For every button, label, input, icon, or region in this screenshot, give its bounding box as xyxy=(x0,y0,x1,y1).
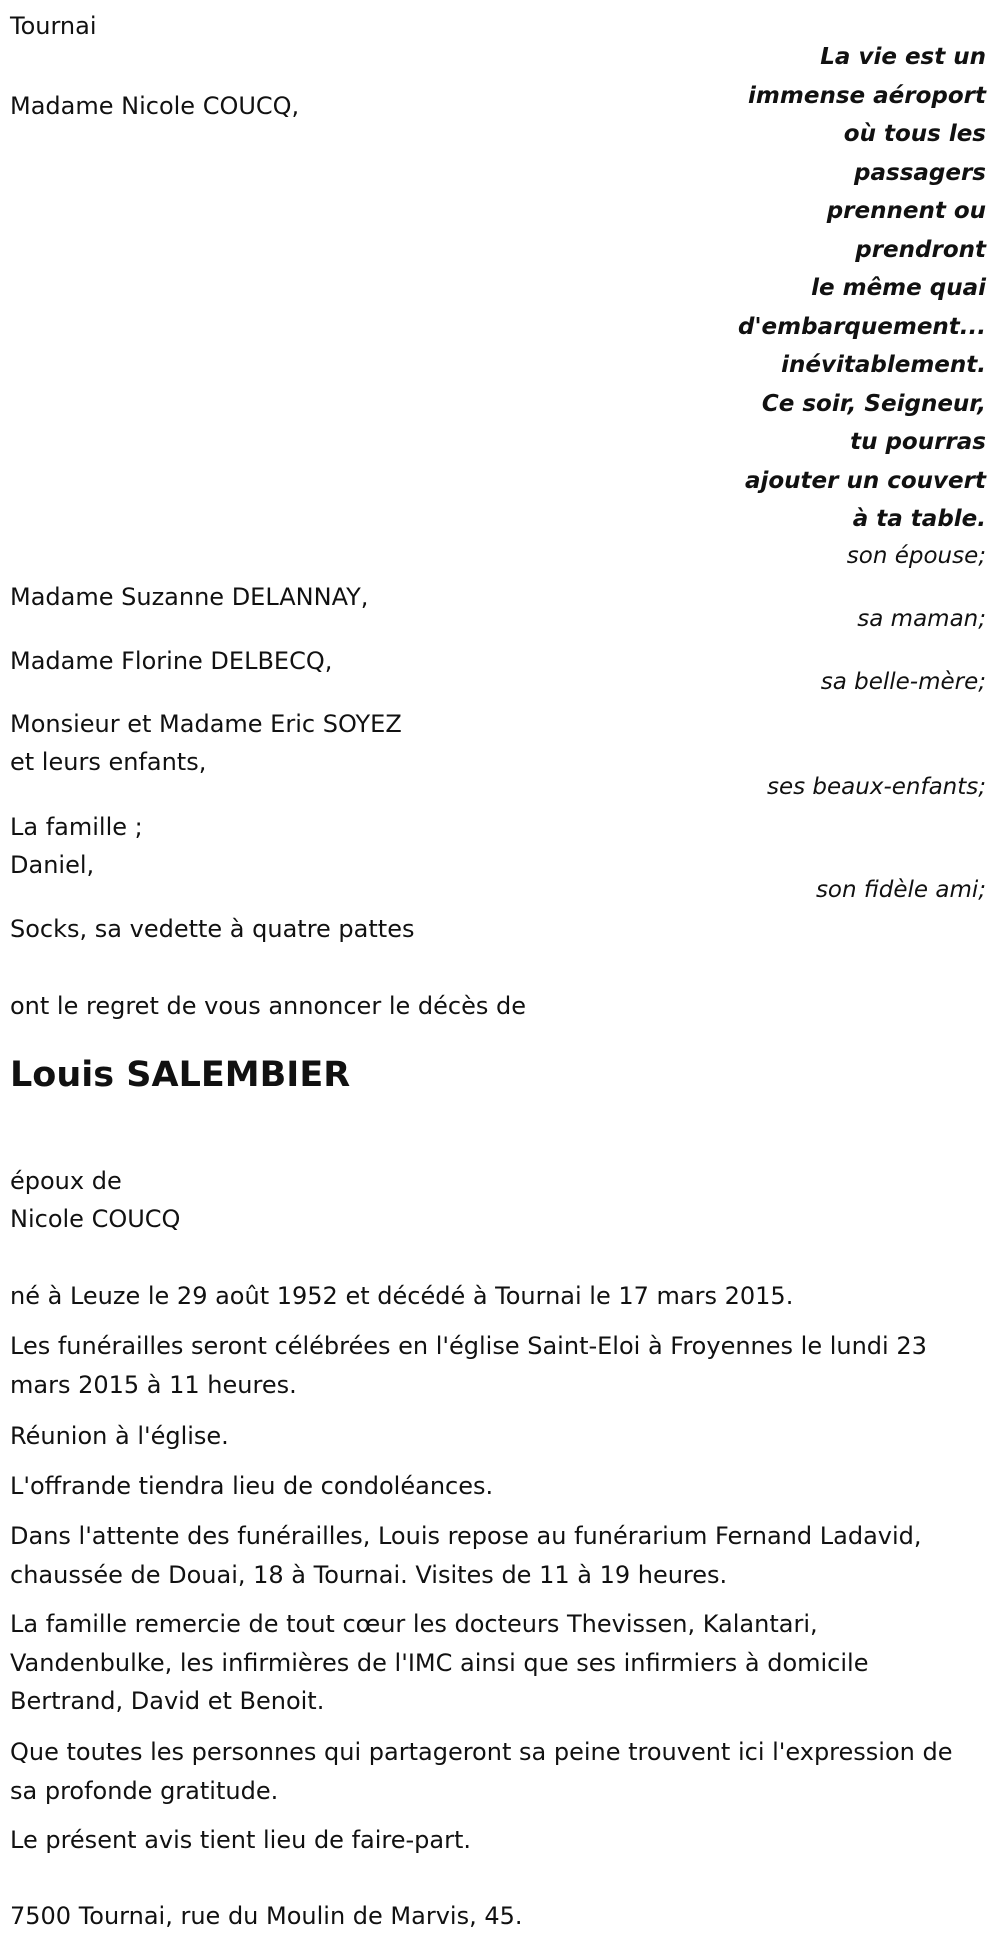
friend-name: Daniel, xyxy=(10,851,95,879)
family-line: La famille ; xyxy=(10,813,143,841)
pet-line: Socks, sa vedette à quatre pattes xyxy=(10,915,415,943)
announcement: ont le regret de vous annoncer le décès de xyxy=(10,992,526,1020)
poem-line: prendront xyxy=(855,236,986,263)
spouse-name: Madame Nicole COUCQ, xyxy=(10,92,300,120)
poem-line: d'embarquement... xyxy=(738,313,986,340)
address: 7500 Tournai, rue du Moulin de Marvis, 45. xyxy=(10,1902,523,1930)
offering-line: L'offrande tiendra lieu de condoléances. xyxy=(10,1472,494,1500)
friend-role: son fidèle ami; xyxy=(815,877,986,903)
spouse-role: son épouse; xyxy=(846,543,986,569)
mother-name: Madame Suzanne DELANNAY, xyxy=(10,583,369,611)
mother-in-law-role: sa belle-mère; xyxy=(820,669,986,695)
poem-line: passagers xyxy=(854,159,986,186)
stepchildren-line-2: et leurs enfants, xyxy=(10,748,207,776)
poem-line: Ce soir, Seigneur, xyxy=(761,390,986,417)
mother-role: sa maman; xyxy=(857,606,986,632)
city-heading: Tournai xyxy=(10,12,97,40)
poem-line: immense aéroport xyxy=(748,82,986,109)
mother-in-law-name: Madame Florine DELBECQ, xyxy=(10,647,333,675)
poem-line: où tous les xyxy=(843,121,986,147)
birth-death-line: né à Leuze le 29 août 1952 et décédé à Tournai le 17 mars 2015. xyxy=(10,1282,794,1310)
poem-line: le même quai xyxy=(811,275,986,301)
stepchildren-line-1: Monsieur et Madame Eric SOYEZ xyxy=(10,710,402,738)
deceased-name: Louis SALEMBIER xyxy=(10,1055,351,1095)
funeral-paragraph: Les funérailles seront célébrées en l'église Saint-Eloi à Froyennes le lundi 23 mars 2015 à 11 heures. xyxy=(10,1332,927,1399)
thanks-paragraph: La famille remercie de tout cœur les docteurs Thevissen, Kalantari, Vandenbulke, les infirmières de l'IMC ainsi que ses infirmiers à domicile Bertrand, David et Benoit. xyxy=(10,1610,869,1715)
notice-line: Le présent avis tient lieu de faire-part. xyxy=(10,1826,472,1854)
poem xyxy=(738,38,986,539)
poem-line: tu pourras xyxy=(850,429,986,455)
spouse-label: époux de xyxy=(10,1167,122,1195)
meeting-line: Réunion à l'église. xyxy=(10,1422,229,1450)
poem-line: inévitablement. xyxy=(781,352,986,378)
poem-line: ajouter un couvert xyxy=(744,467,986,494)
stepchildren-role: ses beaux-enfants; xyxy=(766,774,986,800)
gratitude-paragraph: Que toutes les personnes qui partageront sa peine trouvent ici l'expression de sa profonde gratitude. xyxy=(10,1738,953,1805)
funerarium-paragraph: Dans l'attente des funérailles, Louis repose au funérarium Fernand Ladavid, chaussée de Douai, 18 à Tournai. Visites de 11 à 19 heures. xyxy=(10,1522,922,1589)
poem-line: La vie est un xyxy=(820,44,986,70)
deceased-spouse-name: Nicole COUCQ xyxy=(10,1205,181,1233)
poem-line: à ta table. xyxy=(852,506,986,532)
poem-line: prennent ou xyxy=(826,198,986,224)
